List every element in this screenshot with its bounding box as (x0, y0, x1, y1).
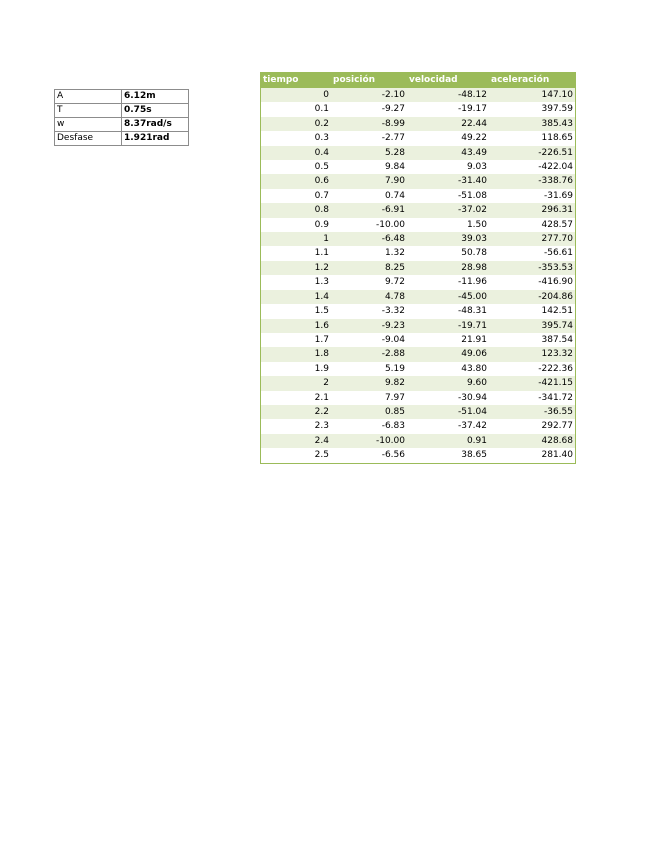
cell-velocidad[interactable]: -48.12 (407, 88, 489, 102)
table-row (261, 391, 576, 405)
cell-posicion[interactable]: 9.82 (331, 376, 407, 390)
table-row (261, 319, 576, 333)
table-row (261, 419, 576, 433)
cell-posicion[interactable]: 7.90 (331, 174, 407, 188)
data-body (261, 88, 576, 463)
table-row (261, 146, 576, 160)
cell-velocidad[interactable]: -19.17 (457, 104, 487, 115)
cell-tiempo[interactable]: 1.9 (314, 363, 329, 374)
table-row (261, 347, 576, 361)
table-row (261, 261, 576, 275)
table-row (261, 189, 576, 203)
parameter-label[interactable]: T (55, 104, 122, 118)
cell-posicion[interactable]: -2.88 (331, 347, 407, 361)
cell-tiempo[interactable]: 0.9 (314, 219, 329, 230)
cell-posicion[interactable]: 4.78 (331, 290, 407, 304)
cell-aceleracion[interactable]: -421.15 (489, 376, 576, 390)
parameter-label[interactable]: A (55, 90, 122, 104)
cell-tiempo[interactable]: 1 (261, 232, 332, 246)
parameter-row (55, 132, 189, 146)
cell-posicion[interactable]: 8.25 (331, 261, 407, 275)
cell-velocidad[interactable]: 28.98 (407, 261, 489, 275)
table-row (261, 174, 576, 188)
cell-aceleracion[interactable]: -31.69 (543, 190, 573, 201)
parameter-row (55, 90, 189, 104)
table-row (261, 275, 576, 289)
table-row (261, 434, 576, 448)
cell-tiempo[interactable]: 2.2 (261, 405, 332, 419)
cell-tiempo[interactable]: 0.7 (314, 190, 329, 201)
cell-posicion[interactable]: -10.00 (375, 219, 405, 230)
cell-tiempo[interactable]: 0.1 (314, 104, 329, 115)
cell-aceleracion[interactable]: 277.70 (489, 232, 576, 246)
cell-tiempo[interactable]: 2.3 (314, 421, 329, 432)
header-row (261, 73, 576, 89)
header-velocidad[interactable]: velocidad (407, 73, 489, 89)
motion-data-table (260, 72, 576, 464)
cell-velocidad[interactable]: 9.60 (407, 376, 489, 390)
cell-aceleracion[interactable]: 385.43 (489, 117, 576, 131)
cell-posicion[interactable]: -9.23 (331, 319, 407, 333)
cell-tiempo[interactable]: 0.4 (261, 146, 332, 160)
cell-tiempo[interactable]: 2.1 (314, 392, 329, 403)
parameter-label[interactable]: Desfase (55, 132, 122, 146)
table-row (261, 362, 576, 376)
table-row (261, 333, 576, 347)
parameter-label[interactable]: w (55, 118, 122, 132)
cell-posicion[interactable]: -8.99 (331, 117, 407, 131)
cell-tiempo[interactable]: 1.5 (314, 306, 329, 317)
cell-aceleracion[interactable]: 118.65 (541, 133, 573, 144)
parameter-row (55, 104, 189, 118)
cell-aceleracion[interactable]: 397.59 (541, 104, 573, 115)
cell-velocidad[interactable]: 1.50 (466, 219, 487, 230)
cell-posicion[interactable]: 5.19 (384, 363, 405, 374)
parameter-value[interactable]: 0.75s (122, 104, 189, 118)
cell-aceleracion[interactable]: 142.51 (541, 306, 573, 317)
cell-posicion[interactable]: -6.83 (381, 421, 405, 432)
table-row (261, 232, 576, 246)
parameter-value[interactable]: 8.37rad/s (122, 118, 189, 132)
table-row (261, 448, 576, 463)
cell-velocidad[interactable]: -37.02 (407, 203, 489, 217)
cell-posicion[interactable]: 0.85 (331, 405, 407, 419)
cell-tiempo[interactable]: 0.2 (261, 117, 332, 131)
table-row (261, 405, 576, 419)
cell-tiempo[interactable]: 0 (261, 88, 332, 102)
cell-velocidad[interactable]: 43.80 (461, 363, 487, 374)
cell-aceleracion[interactable]: -226.51 (489, 146, 576, 160)
cell-tiempo[interactable]: 1.1 (314, 248, 329, 259)
cell-velocidad[interactable]: 49.22 (461, 133, 487, 144)
cell-tiempo[interactable]: 0.3 (314, 133, 329, 144)
cell-aceleracion[interactable]: -353.53 (489, 261, 576, 275)
cell-posicion[interactable]: -6.91 (331, 203, 407, 217)
cell-posicion[interactable]: 0.74 (384, 190, 405, 201)
cell-velocidad[interactable]: 39.03 (407, 232, 489, 246)
cell-posicion[interactable]: 9.84 (384, 162, 405, 173)
cell-velocidad[interactable]: 49.06 (407, 347, 489, 361)
cell-velocidad[interactable]: 50.78 (461, 248, 487, 259)
cell-velocidad[interactable]: -37.42 (457, 421, 487, 432)
cell-posicion[interactable]: -3.32 (381, 306, 405, 317)
table-row (261, 117, 576, 131)
cell-aceleracion[interactable]: -36.55 (489, 405, 576, 419)
cell-posicion[interactable]: 1.32 (384, 248, 405, 259)
cell-aceleracion[interactable]: -416.90 (538, 277, 573, 288)
cell-tiempo[interactable]: 1.6 (261, 319, 332, 333)
table-row (261, 290, 576, 304)
cell-posicion[interactable]: -6.48 (331, 232, 407, 246)
table-row (261, 88, 576, 102)
cell-aceleracion[interactable]: 123.32 (489, 347, 576, 361)
cell-aceleracion[interactable]: 292.77 (541, 421, 573, 432)
parameter-row (55, 118, 189, 132)
table-row (261, 304, 576, 318)
cell-aceleracion[interactable]: 387.54 (541, 334, 573, 345)
cell-velocidad[interactable]: -48.31 (457, 306, 487, 317)
header-tiempo[interactable]: tiempo (261, 73, 332, 89)
cell-aceleracion[interactable]: -422.04 (538, 162, 573, 173)
cell-posicion[interactable]: -2.77 (381, 133, 405, 144)
cell-aceleracion[interactable]: -338.76 (489, 174, 576, 188)
table-row (261, 160, 576, 174)
cell-posicion[interactable]: -9.04 (381, 334, 405, 345)
cell-aceleracion[interactable]: -204.86 (489, 290, 576, 304)
cell-posicion[interactable]: 5.28 (331, 146, 407, 160)
cell-tiempo[interactable]: 1.7 (314, 334, 329, 345)
cell-aceleracion[interactable]: 395.74 (489, 319, 576, 333)
cell-posicion[interactable]: -2.10 (331, 88, 407, 102)
table-row (261, 218, 576, 232)
cell-tiempo[interactable]: 1.8 (261, 347, 332, 361)
cell-posicion[interactable]: -6.56 (381, 450, 405, 461)
parameters-table (54, 89, 189, 146)
table-row (261, 131, 576, 145)
cell-tiempo[interactable]: 0.8 (261, 203, 332, 217)
cell-posicion[interactable]: 9.72 (384, 277, 405, 288)
cell-tiempo[interactable]: 0.6 (261, 174, 332, 188)
cell-velocidad[interactable]: -51.08 (457, 190, 487, 201)
cell-aceleracion[interactable]: -341.72 (538, 392, 573, 403)
cell-posicion[interactable]: -10.00 (331, 434, 407, 448)
header-posicion[interactable]: posición (331, 73, 407, 89)
cell-velocidad[interactable]: -31.40 (407, 174, 489, 188)
cell-tiempo[interactable]: 2.4 (261, 434, 332, 448)
cell-velocidad[interactable]: -30.94 (457, 392, 487, 403)
cell-tiempo[interactable]: 1.2 (261, 261, 332, 275)
cell-velocidad[interactable]: 22.44 (407, 117, 489, 131)
cell-aceleracion[interactable]: -222.36 (538, 363, 573, 374)
cell-aceleracion[interactable]: -56.61 (543, 248, 573, 259)
table-row (261, 246, 576, 260)
table-row (261, 376, 576, 390)
cell-aceleracion[interactable]: 428.57 (541, 219, 573, 230)
parameter-value[interactable]: 6.12m (122, 90, 189, 104)
table-row (261, 203, 576, 217)
parameters-body (55, 90, 189, 146)
cell-aceleracion[interactable]: 428.68 (489, 434, 576, 448)
cell-velocidad[interactable]: -19.71 (407, 319, 489, 333)
cell-tiempo[interactable]: 1.3 (314, 277, 329, 288)
cell-velocidad[interactable]: 0.91 (407, 434, 489, 448)
cell-velocidad[interactable]: 21.91 (461, 334, 487, 345)
cell-velocidad[interactable]: 38.65 (461, 450, 487, 461)
cell-velocidad[interactable]: -45.00 (407, 290, 489, 304)
cell-velocidad[interactable]: -51.04 (407, 405, 489, 419)
cell-aceleracion[interactable]: 281.40 (541, 450, 573, 461)
cell-tiempo[interactable]: 0.5 (314, 162, 329, 173)
table-row (261, 102, 576, 116)
cell-tiempo[interactable]: 2 (261, 376, 332, 390)
cell-velocidad[interactable]: 9.03 (466, 162, 487, 173)
cell-posicion[interactable]: -9.27 (381, 104, 405, 115)
cell-aceleracion[interactable]: 147.10 (489, 88, 576, 102)
cell-aceleracion[interactable]: 296.31 (489, 203, 576, 217)
cell-posicion[interactable]: 7.97 (384, 392, 405, 403)
cell-velocidad[interactable]: 43.49 (407, 146, 489, 160)
cell-tiempo[interactable]: 2.5 (314, 450, 329, 461)
header-aceleracion[interactable]: aceleración (489, 73, 576, 89)
parameter-value[interactable]: 1.921rad (122, 132, 189, 146)
cell-tiempo[interactable]: 1.4 (261, 290, 332, 304)
cell-velocidad[interactable]: -11.96 (457, 277, 487, 288)
